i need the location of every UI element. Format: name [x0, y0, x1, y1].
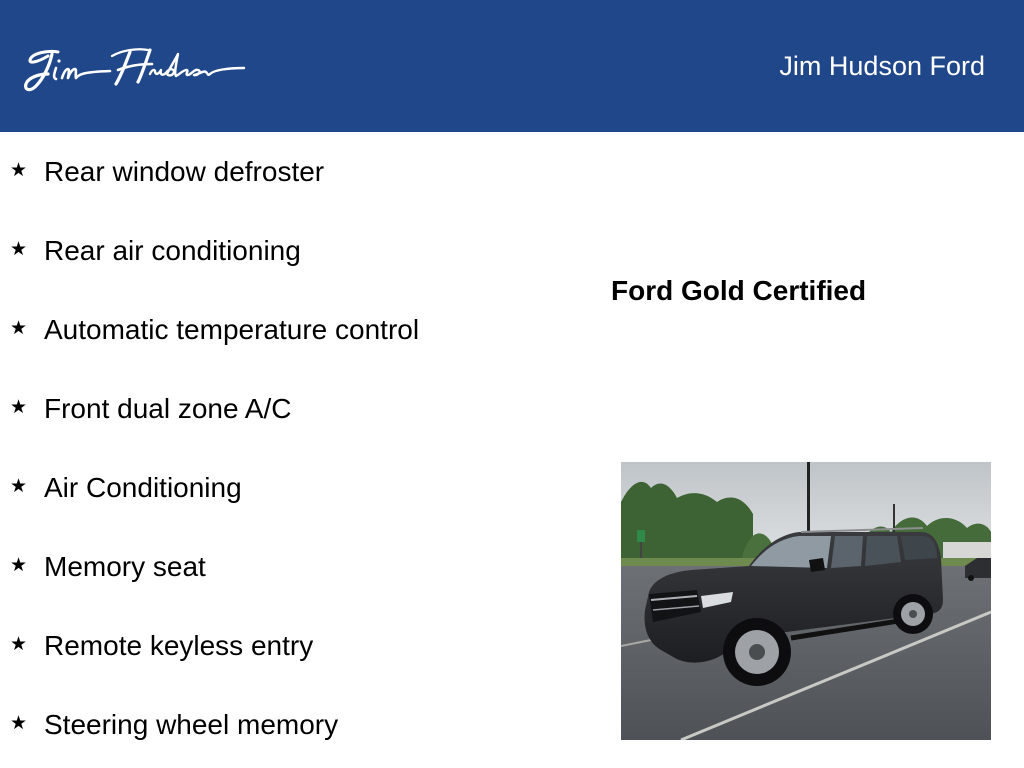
feature-label: Steering wheel memory [44, 709, 339, 740]
dealer-name: Jim Hudson Ford [779, 51, 985, 81]
star-icon: ★ [10, 238, 28, 260]
vehicle-photo [621, 462, 991, 740]
list-item [10, 229, 419, 308]
list-item [10, 387, 419, 466]
feature-label: Air Conditioning [44, 472, 242, 503]
star-icon: ★ [10, 396, 28, 418]
star-icon: ★ [10, 317, 28, 339]
feature-label: Rear window defroster [44, 156, 325, 187]
list-item [10, 150, 419, 229]
star-icon: ★ [10, 633, 28, 655]
jim-hudson-logo [18, 44, 248, 100]
list-item [10, 466, 419, 545]
certification-label: Ford Gold Certified [611, 275, 867, 306]
feature-label: Memory seat [44, 551, 206, 582]
star-icon: ★ [10, 554, 28, 576]
star-icon: ★ [10, 159, 28, 181]
list-item [10, 545, 419, 624]
feature-label: Front dual zone A/C [44, 393, 292, 424]
star-icon: ★ [10, 712, 28, 734]
list-item [10, 703, 419, 768]
feature-label: Rear air conditioning [44, 235, 301, 266]
header-bar [0, 0, 1024, 132]
vehicle-photo-illustration [621, 462, 991, 740]
list-item [10, 308, 419, 387]
feature-label: Remote keyless entry [44, 630, 314, 661]
star-icon: ★ [10, 475, 28, 497]
feature-label: Automatic temperature control [44, 314, 420, 345]
feature-list [10, 150, 419, 768]
list-item [10, 624, 419, 703]
